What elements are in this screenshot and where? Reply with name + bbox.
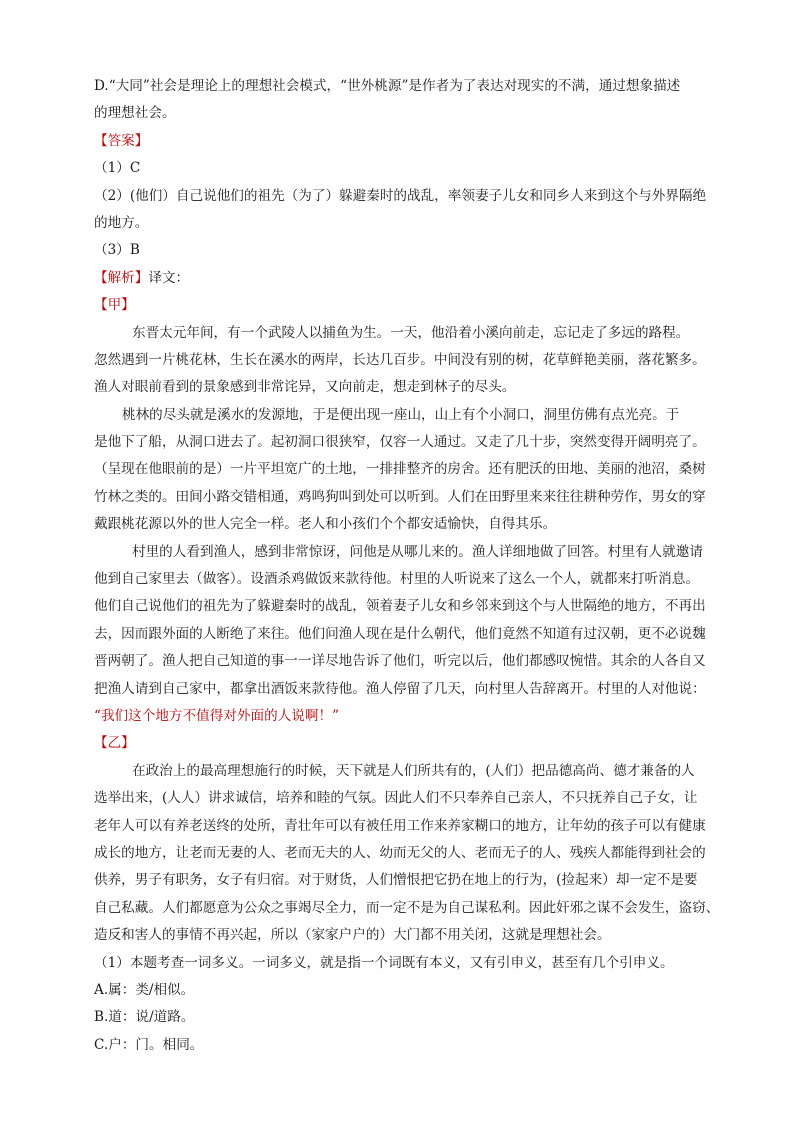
answer-2-line-1: （2）(他们）自己说他们的祖先（为了）躲避秦时的战乱，率领妻子儿女和同乡人来到这个与外界隔绝: [94, 187, 707, 204]
option-d-line-1: D.“大同”社会是理论上的理想社会模式，“世外桃源”是作者为了表达对现实的不满，通过想象描述: [94, 78, 681, 94]
jia-quote: “我们这个地方不值得对外面的人说啊！”: [94, 707, 339, 724]
jia-heading: 【甲】: [94, 297, 135, 314]
jia-p2-line-1: 桃林的尽头就是溪水的发源地，于是便出现一座山，山上有个小洞口，洞里仿佛有点光亮。于: [122, 406, 680, 423]
yi-p1-line-7: 造反和害人的事情不再兴起，所以（家家户户的）大门都不用关闭，这就是理想社会。: [94, 927, 611, 944]
jia-p2-line-5: 戴跟桃花源以外的世人完全一样。老人和小孩们个个都安适愉快，自得其乐。: [94, 516, 557, 533]
yi-p1-line-3: 老年人可以有养老送终的处所，青壮年可以有被任用工作来养家糊口的地方，让年幼的孩子可以有健康: [94, 817, 706, 834]
jia-p3-line-6: 把渔人请到自己家中，都拿出酒饭来款待他。渔人停留了几天，向村里人告辞离开。村里的人对他说：: [94, 680, 706, 697]
q1-intro: （1）本题考查一词多义。一词多义，就是指一个词既有本义，又有引申义，甚至有几个引申义。: [94, 954, 674, 971]
jia-p3-line-4: 去，因而跟外面的人断绝了来往。他们问渔人现在是什么朝代，他们竟然不知道有过汉朝，更不必说魏: [94, 625, 706, 642]
yi-heading: 【乙】: [94, 735, 135, 752]
yi-p1-line-4: 成长的地方，让老而无妻的人、老而无夫的人、幼而无父的人、老而无子的人、残疾人都能得到社会的: [94, 844, 706, 861]
yi-p1-line-2: 选举出来，(人人）讲求诚信，培养和睦的气氛。因此人们不只奉养自己亲人，不只抚养自己子女，让: [94, 790, 698, 807]
analysis-heading-suffix: 译文：: [148, 269, 190, 286]
analysis-heading-line: [94, 266, 724, 290]
answer-heading: 【答案】: [94, 132, 149, 149]
jia-p2-line-4: 竹林之类的。田间小路交错相通，鸡鸣狗叫到处可以听到。人们在田野里来来往往耕种劳作，男女的穿: [94, 488, 706, 505]
jia-p3-line-1: 村里的人看到渔人，感到非常惊讶，问他是从哪儿来的。渔人详细地做了回答。村里有人就邀请: [132, 543, 703, 560]
yi-p1-line-6: 自己私藏。人们都愿意为公众之事竭尽全力，而一定不是为自己谋私利。因此奸邪之谋不会发生，盗窃、: [94, 899, 720, 916]
jia-p1-line-1: 东晋太元年间，有一个武陵人以捕鱼为生。一天，他沿着小溪向前走，忘记走了多远的路程。: [132, 324, 690, 341]
document-page: [94, 74, 724, 1060]
jia-p3-line-2: 他到自己家里去（做客）。设酒杀鸡做饭来款待他。村里的人听说来了这么一个人，就都来打听消息。: [94, 571, 699, 588]
jia-p2-line-2: 是他下了船，从洞口进去了。起初洞口很狭窄，仅容一人通过。又走了几十步，突然变得开阔明亮了。: [94, 434, 706, 451]
answer-3: （3）B: [94, 242, 140, 259]
jia-p3-line-3: 他们自己说他们的祖先为了躲避秦时的战乱，领着妻子儿女和乡邻来到这个与人世隔绝的地方，不再出: [94, 598, 706, 615]
q1-option-c: C.户：门。相同。: [94, 1036, 204, 1053]
yi-p1-line-5: 供养，男子有职务，女子有归宿。对于财货，人们憎恨把它扔在地上的行为，(捡起来）却一定不是要: [94, 872, 698, 889]
jia-p1-line-2: 忽然遇到一片桃花林，生长在溪水的两岸，长达几百步。中间没有别的树，花草鲜艳美丽，落花繁多。: [94, 351, 706, 368]
answer-2-line-2: 的地方。: [94, 214, 149, 231]
option-d-line-2: 的理想社会。: [94, 105, 176, 122]
jia-p1-line-3: 渔人对眼前看到的景象感到非常诧异，又向前走，想走到林子的尽头。: [94, 379, 516, 396]
q1-option-a: A.属：类/相似。: [94, 981, 195, 998]
analysis-heading: 【解析】: [94, 269, 149, 286]
answer-1: （1）C: [94, 160, 141, 177]
q1-option-b: B.道：说/道路。: [94, 1009, 195, 1026]
yi-p1-line-1: 在政治上的最高理想施行的时候，天下就是人们所共有的，(人们）把品德高尚、德才兼备的人: [132, 762, 695, 779]
jia-p3-line-5: 晋两朝了。渔人把自己知道的事一一详尽地告诉了他们，听完以后，他们都感叹惋惜。其余的人各自又: [94, 653, 706, 670]
jia-p2-line-3: （呈现在他眼前的是）一片平坦宽广的土地，一排排整齐的房舍。还有肥沃的田地、美丽的池沼，桑树: [94, 461, 706, 478]
